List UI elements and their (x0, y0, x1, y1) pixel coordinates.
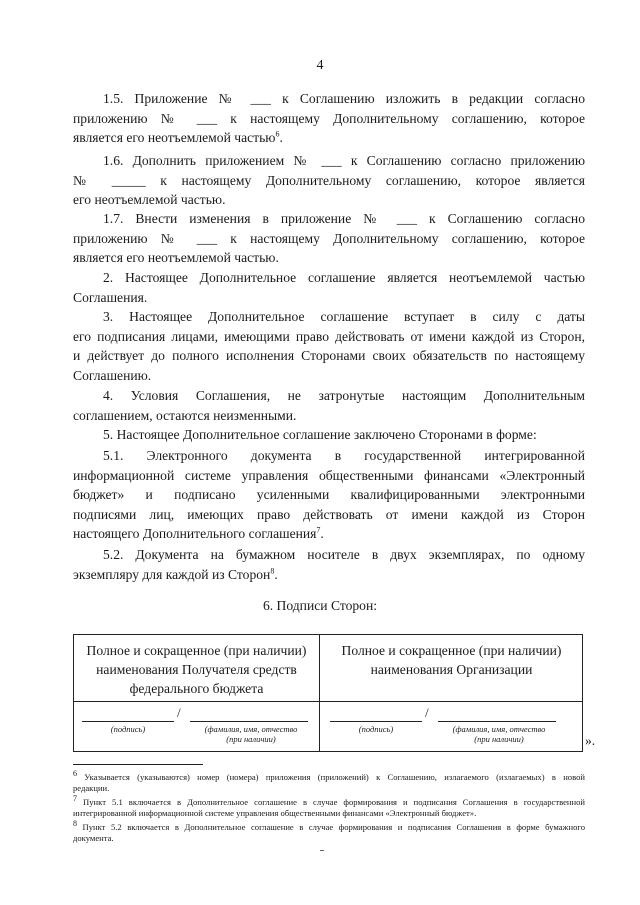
footnote-8 (73, 819, 585, 844)
clause-5 (73, 425, 585, 445)
clause-5-2-line-2-text: экземпляру для каждой из Сторон (73, 566, 271, 582)
clause-5-2-tail: . (274, 566, 278, 582)
organization-name-caption (434, 724, 564, 744)
organization-signature-line (330, 721, 422, 722)
clause-5-1-line-2: информационной системе управления общественными финансами «Электронный (73, 467, 585, 483)
footnote-6-number: 6 (73, 769, 77, 779)
recipient-name-caption-line-1: (фамилия, имя, отчество (204, 724, 298, 734)
scan-artifact (320, 850, 324, 851)
clause-1-5-tail: . (279, 130, 283, 145)
organization-name-line (438, 721, 556, 722)
clause-1-5-line-3-text: является его неотъемлемой частью (73, 130, 276, 145)
organization-name-caption-line-1: (фамилия, имя, отчество (452, 724, 546, 734)
footnote-ref-6: 6 (275, 129, 280, 139)
signatures-heading: 6. Подписи Сторон: (262, 598, 378, 613)
clause-4-line-1: 4. Условия Соглашения, не затронутые настоящим Дополнительным (103, 388, 585, 403)
clause-5-1 (73, 446, 585, 544)
clause-1-7 (73, 209, 585, 268)
footnote-8-line-1 (73, 819, 585, 833)
clause-1-7-line-1: 1.7. Внести изменения в приложение № ___ к Соглашению согласно (103, 211, 585, 226)
clause-1-6-line-1: 1.6. Дополнить приложением № ___ к Соглашению согласно приложению (103, 153, 585, 168)
clause-2 (73, 268, 585, 307)
clause-4-line-2: соглашением, остаются неизменными. (73, 407, 297, 423)
organization-header-line-2: наименования Организации (370, 662, 533, 677)
clause-5-2 (73, 545, 585, 584)
recipient-name-caption-line-2: (при наличии) (226, 734, 276, 744)
closing-quote: ». (585, 733, 596, 748)
recipient-header-line-2: наименования Получателя средств (96, 662, 297, 677)
clause-1-6-line-2: № _____ к настоящему Дополнительному соглашению, которое является (73, 172, 585, 188)
footnote-ref-8: 8 (270, 565, 275, 575)
organization-name-caption-line-2: (при наличии) (474, 734, 524, 744)
signatures-table (73, 634, 583, 752)
recipient-header-cell (74, 641, 319, 698)
organization-header-cell (319, 641, 584, 679)
clause-5-1-line-1: 5.1. Электронного документа в государственной интегрированной (103, 448, 585, 463)
clause-3-line-1: 3. Настоящее Дополнительное соглашение вступает в силу с даты (103, 309, 585, 324)
footnote-6-line-1 (73, 769, 586, 783)
clause-3-line-3: и действует до полного исполнения Сторонами своих обязательств по настоящему (73, 348, 585, 363)
footnote-7-line-1 (73, 794, 585, 808)
recipient-signature-caption: (подпись) (110, 724, 146, 734)
clause-1-6 (73, 151, 585, 210)
clause-5-1-line-5-text: настоящего Дополнительного соглашения (73, 526, 317, 541)
footnote-6-line-2: редакции. (73, 783, 110, 793)
recipient-name-line (190, 721, 308, 722)
footnote-7-number: 7 (73, 794, 77, 804)
clause-2-line-2: Соглашения. (73, 289, 148, 305)
clause-5-1-line-4: подписями лиц, имеющих право действовать от имени каждой из Сторон (73, 506, 585, 522)
footnote-separator (73, 764, 203, 765)
clause-2-line-1: 2. Настоящее Дополнительное соглашение является неотъемлемой частью (103, 270, 585, 285)
clause-3-line-4: Соглашению. (73, 367, 152, 383)
clause-1-5 (73, 89, 585, 148)
clause-1-7-line-2: приложению № ___ к настоящему Дополнительному соглашению, которое (73, 230, 585, 246)
footnote-8-line-1-text: Пункт 5.2 включается в Дополнительное соглашение в случае формирования и подписания Соглашения в форме бумажного (82, 822, 585, 832)
clause-5-1-line-5 (73, 524, 585, 544)
clause-1-7-line-3: является его неотъемлемой частью. (73, 250, 279, 265)
recipient-name-caption (186, 724, 316, 744)
footnote-6-line-1-text: Указывается (указываются) номер (номера) приложения (приложений) к Соглашению, излагаемого (излагаемых) в новой (84, 772, 586, 782)
table-row-divider (74, 701, 582, 702)
recipient-header-line-1: Полное и сокращенное (при наличии) (86, 643, 307, 658)
footnote-8-number: 8 (73, 819, 77, 829)
footnote-7-line-1-text: Пункт 5.1 включается в Дополнительное соглашение в случае формирования и подписания Соглашения в государственной (83, 797, 585, 807)
clause-5-1-line-3: бюджет» и подписано усиленными квалифицированными электронными (73, 487, 585, 502)
organization-slash: / (425, 705, 429, 720)
footnote-ref-7: 7 (316, 525, 321, 535)
clause-5-1-tail: . (320, 526, 324, 541)
clause-1-5-line-1: 1.5. Приложение № ___ к Соглашению изложить в редакции согласно (103, 91, 585, 106)
page-number: 4 (316, 58, 324, 73)
footnote-6 (73, 769, 586, 794)
clause-5-line-1: 5. Настоящее Дополнительное соглашение заключено Сторонами в форме: (103, 427, 537, 442)
footnote-7-line-2: интегрированной информационной системе управления общественными финансами «Электронный бюджет». (73, 808, 477, 818)
clause-4 (73, 386, 585, 425)
footnote-8-line-2: документа. (73, 833, 114, 843)
clause-3 (73, 307, 585, 385)
organization-signature-caption: (подпись) (358, 724, 394, 734)
clause-1-5-line-2: приложению № ___ к настоящему Дополнительному соглашению, которое (73, 110, 585, 126)
recipient-signature-line (82, 721, 174, 722)
clause-1-5-line-3 (73, 128, 585, 148)
clause-3-line-2: его подписания лицами, имеющими право действовать от имени каждой из Сторон, (73, 328, 585, 344)
clause-5-2-line-1: 5.2. Документа на бумажном носителе в двух экземплярах, по одному (103, 547, 585, 562)
organization-header-line-1: Полное и сокращенное (при наличии) (341, 643, 562, 658)
footnote-7 (73, 794, 585, 819)
clause-1-6-line-3: его неотъемлемой частью. (73, 192, 226, 207)
clause-5-2-line-2 (73, 565, 585, 585)
recipient-slash: / (177, 705, 181, 720)
recipient-header-line-3: федерального бюджета (129, 681, 264, 696)
